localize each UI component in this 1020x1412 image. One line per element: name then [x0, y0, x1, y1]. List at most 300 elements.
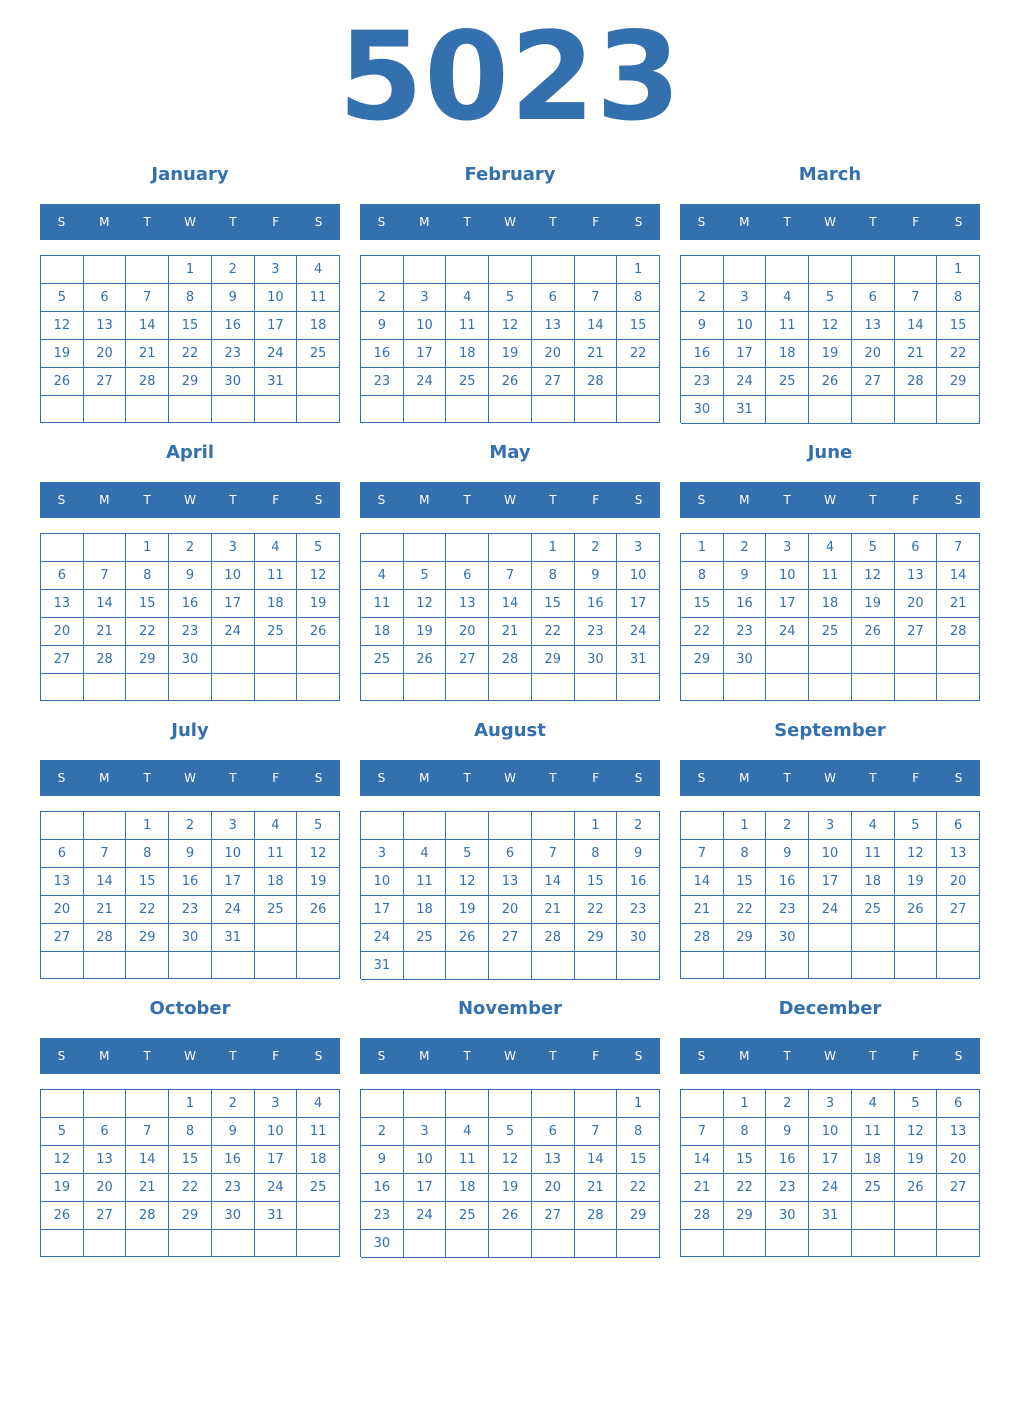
day-cell[interactable]: 28 [489, 646, 532, 674]
day-cell[interactable]: 10 [212, 562, 255, 590]
day-cell[interactable]: 30 [681, 396, 724, 424]
day-cell[interactable]: 4 [852, 812, 895, 840]
day-cell[interactable]: 26 [895, 1174, 938, 1202]
day-cell[interactable]: 21 [937, 590, 980, 618]
day-cell[interactable]: 24 [212, 896, 255, 924]
day-cell[interactable]: 9 [212, 284, 255, 312]
day-cell[interactable]: 10 [617, 562, 660, 590]
day-cell[interactable]: 13 [84, 312, 127, 340]
day-cell[interactable]: 20 [852, 340, 895, 368]
day-cell[interactable]: 27 [41, 924, 84, 952]
day-cell[interactable]: 11 [297, 1118, 340, 1146]
day-cell[interactable]: 19 [41, 1174, 84, 1202]
day-cell[interactable]: 12 [809, 312, 852, 340]
day-cell[interactable]: 27 [41, 646, 84, 674]
day-cell[interactable]: 28 [84, 646, 127, 674]
day-cell[interactable]: 18 [766, 340, 809, 368]
day-cell[interactable]: 25 [297, 1174, 340, 1202]
day-cell[interactable]: 4 [446, 1118, 489, 1146]
day-cell[interactable]: 30 [361, 1230, 404, 1258]
day-cell[interactable]: 14 [575, 312, 618, 340]
day-cell[interactable]: 5 [809, 284, 852, 312]
day-cell[interactable]: 4 [852, 1090, 895, 1118]
day-cell[interactable]: 17 [255, 312, 298, 340]
day-cell[interactable]: 18 [297, 1146, 340, 1174]
day-cell[interactable]: 4 [361, 562, 404, 590]
day-cell[interactable]: 24 [404, 368, 447, 396]
day-cell[interactable]: 13 [937, 840, 980, 868]
day-cell[interactable]: 6 [84, 1118, 127, 1146]
day-cell[interactable]: 10 [404, 312, 447, 340]
day-cell[interactable]: 7 [489, 562, 532, 590]
day-cell[interactable]: 4 [255, 534, 298, 562]
day-cell[interactable]: 16 [724, 590, 767, 618]
day-cell[interactable]: 14 [126, 312, 169, 340]
day-cell[interactable]: 29 [126, 924, 169, 952]
day-cell[interactable]: 1 [724, 1090, 767, 1118]
day-cell[interactable]: 14 [532, 868, 575, 896]
day-cell[interactable]: 7 [84, 840, 127, 868]
day-cell[interactable]: 4 [446, 284, 489, 312]
day-cell[interactable]: 10 [255, 284, 298, 312]
day-cell[interactable]: 2 [724, 534, 767, 562]
day-cell[interactable]: 31 [255, 1202, 298, 1230]
day-cell[interactable]: 22 [937, 340, 980, 368]
day-cell[interactable]: 18 [852, 1146, 895, 1174]
day-cell[interactable]: 9 [212, 1118, 255, 1146]
day-cell[interactable]: 26 [489, 368, 532, 396]
day-cell[interactable]: 5 [852, 534, 895, 562]
day-cell[interactable]: 30 [724, 646, 767, 674]
day-cell[interactable]: 27 [446, 646, 489, 674]
day-cell[interactable]: 2 [169, 534, 212, 562]
day-cell[interactable]: 16 [681, 340, 724, 368]
day-cell[interactable]: 31 [617, 646, 660, 674]
day-cell[interactable]: 30 [575, 646, 618, 674]
day-cell[interactable]: 20 [84, 340, 127, 368]
day-cell[interactable]: 9 [361, 1146, 404, 1174]
day-cell[interactable]: 3 [361, 840, 404, 868]
day-cell[interactable]: 14 [681, 868, 724, 896]
day-cell[interactable]: 24 [809, 1174, 852, 1202]
day-cell[interactable]: 30 [212, 1202, 255, 1230]
day-cell[interactable]: 11 [404, 868, 447, 896]
day-cell[interactable]: 4 [297, 1090, 340, 1118]
day-cell[interactable]: 15 [169, 312, 212, 340]
day-cell[interactable]: 26 [41, 368, 84, 396]
day-cell[interactable]: 26 [446, 924, 489, 952]
day-cell[interactable]: 21 [126, 1174, 169, 1202]
day-cell[interactable]: 1 [681, 534, 724, 562]
day-cell[interactable]: 16 [617, 868, 660, 896]
day-cell[interactable]: 19 [404, 618, 447, 646]
day-cell[interactable]: 27 [489, 924, 532, 952]
day-cell[interactable]: 6 [532, 284, 575, 312]
day-cell[interactable]: 11 [852, 840, 895, 868]
day-cell[interactable]: 28 [126, 368, 169, 396]
day-cell[interactable]: 30 [169, 646, 212, 674]
day-cell[interactable]: 2 [766, 812, 809, 840]
day-cell[interactable]: 28 [937, 618, 980, 646]
day-cell[interactable]: 3 [255, 1090, 298, 1118]
day-cell[interactable]: 19 [809, 340, 852, 368]
day-cell[interactable]: 25 [255, 896, 298, 924]
day-cell[interactable]: 19 [895, 1146, 938, 1174]
day-cell[interactable]: 29 [937, 368, 980, 396]
day-cell[interactable]: 29 [575, 924, 618, 952]
day-cell[interactable]: 10 [404, 1146, 447, 1174]
day-cell[interactable]: 16 [766, 868, 809, 896]
day-cell[interactable]: 22 [681, 618, 724, 646]
day-cell[interactable]: 1 [126, 812, 169, 840]
day-cell[interactable]: 15 [937, 312, 980, 340]
day-cell[interactable]: 20 [489, 896, 532, 924]
day-cell[interactable]: 6 [937, 1090, 980, 1118]
day-cell[interactable]: 6 [41, 840, 84, 868]
day-cell[interactable]: 2 [681, 284, 724, 312]
day-cell[interactable]: 28 [84, 924, 127, 952]
day-cell[interactable]: 27 [84, 368, 127, 396]
day-cell[interactable]: 18 [297, 312, 340, 340]
day-cell[interactable]: 9 [766, 840, 809, 868]
day-cell[interactable]: 3 [809, 812, 852, 840]
day-cell[interactable]: 10 [809, 840, 852, 868]
day-cell[interactable]: 6 [937, 812, 980, 840]
day-cell[interactable]: 8 [575, 840, 618, 868]
day-cell[interactable]: 13 [532, 1146, 575, 1174]
day-cell[interactable]: 4 [255, 812, 298, 840]
day-cell[interactable]: 5 [404, 562, 447, 590]
day-cell[interactable]: 13 [895, 562, 938, 590]
day-cell[interactable]: 30 [617, 924, 660, 952]
day-cell[interactable]: 8 [126, 840, 169, 868]
day-cell[interactable]: 25 [446, 368, 489, 396]
day-cell[interactable]: 7 [575, 284, 618, 312]
day-cell[interactable]: 6 [532, 1118, 575, 1146]
day-cell[interactable]: 7 [126, 1118, 169, 1146]
day-cell[interactable]: 25 [404, 924, 447, 952]
day-cell[interactable]: 2 [212, 256, 255, 284]
day-cell[interactable]: 29 [169, 368, 212, 396]
day-cell[interactable]: 2 [575, 534, 618, 562]
day-cell[interactable]: 21 [489, 618, 532, 646]
day-cell[interactable]: 11 [361, 590, 404, 618]
day-cell[interactable]: 12 [489, 312, 532, 340]
day-cell[interactable]: 19 [895, 868, 938, 896]
day-cell[interactable]: 25 [297, 340, 340, 368]
day-cell[interactable]: 30 [766, 924, 809, 952]
day-cell[interactable]: 25 [852, 1174, 895, 1202]
day-cell[interactable]: 1 [575, 812, 618, 840]
day-cell[interactable]: 21 [681, 896, 724, 924]
day-cell[interactable]: 28 [532, 924, 575, 952]
day-cell[interactable]: 3 [404, 1118, 447, 1146]
day-cell[interactable]: 18 [852, 868, 895, 896]
day-cell[interactable]: 19 [446, 896, 489, 924]
day-cell[interactable]: 17 [212, 868, 255, 896]
day-cell[interactable]: 8 [532, 562, 575, 590]
day-cell[interactable]: 4 [297, 256, 340, 284]
day-cell[interactable]: 11 [809, 562, 852, 590]
day-cell[interactable]: 22 [724, 1174, 767, 1202]
day-cell[interactable]: 4 [404, 840, 447, 868]
day-cell[interactable]: 19 [489, 340, 532, 368]
day-cell[interactable]: 31 [255, 368, 298, 396]
day-cell[interactable]: 23 [575, 618, 618, 646]
day-cell[interactable]: 5 [297, 812, 340, 840]
day-cell[interactable]: 8 [126, 562, 169, 590]
day-cell[interactable]: 23 [766, 1174, 809, 1202]
day-cell[interactable]: 26 [297, 618, 340, 646]
day-cell[interactable]: 1 [169, 256, 212, 284]
day-cell[interactable]: 22 [532, 618, 575, 646]
day-cell[interactable]: 12 [41, 1146, 84, 1174]
day-cell[interactable]: 9 [575, 562, 618, 590]
day-cell[interactable]: 16 [169, 868, 212, 896]
day-cell[interactable]: 11 [255, 840, 298, 868]
day-cell[interactable]: 27 [84, 1202, 127, 1230]
day-cell[interactable]: 29 [169, 1202, 212, 1230]
day-cell[interactable]: 8 [724, 1118, 767, 1146]
day-cell[interactable]: 1 [169, 1090, 212, 1118]
day-cell[interactable]: 14 [489, 590, 532, 618]
day-cell[interactable]: 19 [297, 590, 340, 618]
day-cell[interactable]: 19 [489, 1174, 532, 1202]
day-cell[interactable]: 17 [809, 868, 852, 896]
day-cell[interactable]: 25 [852, 896, 895, 924]
day-cell[interactable]: 18 [361, 618, 404, 646]
day-cell[interactable]: 2 [766, 1090, 809, 1118]
day-cell[interactable]: 21 [681, 1174, 724, 1202]
day-cell[interactable]: 19 [297, 868, 340, 896]
day-cell[interactable]: 19 [41, 340, 84, 368]
day-cell[interactable]: 3 [255, 256, 298, 284]
day-cell[interactable]: 2 [361, 284, 404, 312]
day-cell[interactable]: 23 [212, 340, 255, 368]
day-cell[interactable]: 13 [532, 312, 575, 340]
day-cell[interactable]: 15 [681, 590, 724, 618]
day-cell[interactable]: 2 [169, 812, 212, 840]
day-cell[interactable]: 5 [446, 840, 489, 868]
day-cell[interactable]: 17 [255, 1146, 298, 1174]
day-cell[interactable]: 1 [126, 534, 169, 562]
day-cell[interactable]: 11 [852, 1118, 895, 1146]
day-cell[interactable]: 15 [169, 1146, 212, 1174]
day-cell[interactable]: 16 [361, 340, 404, 368]
day-cell[interactable]: 6 [41, 562, 84, 590]
day-cell[interactable]: 15 [532, 590, 575, 618]
day-cell[interactable]: 12 [404, 590, 447, 618]
day-cell[interactable]: 19 [852, 590, 895, 618]
day-cell[interactable]: 27 [937, 1174, 980, 1202]
day-cell[interactable]: 15 [575, 868, 618, 896]
day-cell[interactable]: 20 [532, 1174, 575, 1202]
day-cell[interactable]: 7 [895, 284, 938, 312]
day-cell[interactable]: 28 [575, 1202, 618, 1230]
day-cell[interactable]: 10 [255, 1118, 298, 1146]
day-cell[interactable]: 24 [255, 1174, 298, 1202]
day-cell[interactable]: 17 [361, 896, 404, 924]
day-cell[interactable]: 30 [212, 368, 255, 396]
day-cell[interactable]: 18 [446, 340, 489, 368]
day-cell[interactable]: 27 [852, 368, 895, 396]
day-cell[interactable]: 8 [169, 284, 212, 312]
day-cell[interactable]: 26 [852, 618, 895, 646]
day-cell[interactable]: 7 [575, 1118, 618, 1146]
day-cell[interactable]: 8 [681, 562, 724, 590]
day-cell[interactable]: 4 [766, 284, 809, 312]
day-cell[interactable]: 18 [809, 590, 852, 618]
day-cell[interactable]: 31 [809, 1202, 852, 1230]
day-cell[interactable]: 14 [681, 1146, 724, 1174]
day-cell[interactable]: 22 [575, 896, 618, 924]
day-cell[interactable]: 9 [766, 1118, 809, 1146]
day-cell[interactable]: 27 [532, 1202, 575, 1230]
day-cell[interactable]: 12 [489, 1146, 532, 1174]
day-cell[interactable]: 20 [895, 590, 938, 618]
day-cell[interactable]: 12 [852, 562, 895, 590]
day-cell[interactable]: 14 [937, 562, 980, 590]
day-cell[interactable]: 16 [212, 312, 255, 340]
day-cell[interactable]: 16 [212, 1146, 255, 1174]
day-cell[interactable]: 28 [895, 368, 938, 396]
day-cell[interactable]: 4 [809, 534, 852, 562]
day-cell[interactable]: 22 [126, 618, 169, 646]
day-cell[interactable]: 13 [41, 868, 84, 896]
day-cell[interactable]: 20 [84, 1174, 127, 1202]
day-cell[interactable]: 21 [84, 618, 127, 646]
day-cell[interactable]: 2 [361, 1118, 404, 1146]
day-cell[interactable]: 1 [724, 812, 767, 840]
day-cell[interactable]: 24 [404, 1202, 447, 1230]
day-cell[interactable]: 31 [361, 952, 404, 980]
day-cell[interactable]: 11 [255, 562, 298, 590]
day-cell[interactable]: 15 [724, 1146, 767, 1174]
day-cell[interactable]: 10 [212, 840, 255, 868]
day-cell[interactable]: 15 [126, 868, 169, 896]
day-cell[interactable]: 25 [766, 368, 809, 396]
day-cell[interactable]: 5 [41, 284, 84, 312]
day-cell[interactable]: 10 [361, 868, 404, 896]
day-cell[interactable]: 17 [724, 340, 767, 368]
day-cell[interactable]: 16 [766, 1146, 809, 1174]
day-cell[interactable]: 14 [575, 1146, 618, 1174]
day-cell[interactable]: 14 [84, 590, 127, 618]
day-cell[interactable]: 1 [617, 1090, 660, 1118]
day-cell[interactable]: 23 [169, 896, 212, 924]
day-cell[interactable]: 20 [937, 1146, 980, 1174]
day-cell[interactable]: 15 [724, 868, 767, 896]
day-cell[interactable]: 24 [809, 896, 852, 924]
day-cell[interactable]: 17 [809, 1146, 852, 1174]
day-cell[interactable]: 25 [361, 646, 404, 674]
day-cell[interactable]: 31 [212, 924, 255, 952]
day-cell[interactable]: 23 [212, 1174, 255, 1202]
day-cell[interactable]: 26 [489, 1202, 532, 1230]
day-cell[interactable]: 17 [617, 590, 660, 618]
day-cell[interactable]: 3 [212, 534, 255, 562]
day-cell[interactable]: 13 [937, 1118, 980, 1146]
day-cell[interactable]: 17 [212, 590, 255, 618]
day-cell[interactable]: 24 [724, 368, 767, 396]
day-cell[interactable]: 22 [126, 896, 169, 924]
day-cell[interactable]: 11 [766, 312, 809, 340]
day-cell[interactable]: 1 [532, 534, 575, 562]
day-cell[interactable]: 23 [766, 896, 809, 924]
day-cell[interactable]: 7 [126, 284, 169, 312]
day-cell[interactable]: 12 [297, 562, 340, 590]
day-cell[interactable]: 29 [724, 1202, 767, 1230]
day-cell[interactable]: 13 [41, 590, 84, 618]
day-cell[interactable]: 20 [41, 896, 84, 924]
day-cell[interactable]: 24 [361, 924, 404, 952]
day-cell[interactable]: 11 [446, 1146, 489, 1174]
day-cell[interactable]: 15 [126, 590, 169, 618]
day-cell[interactable]: 1 [937, 256, 980, 284]
day-cell[interactable]: 17 [766, 590, 809, 618]
day-cell[interactable]: 22 [724, 896, 767, 924]
day-cell[interactable]: 29 [126, 646, 169, 674]
day-cell[interactable]: 5 [895, 1090, 938, 1118]
day-cell[interactable]: 22 [617, 1174, 660, 1202]
day-cell[interactable]: 2 [617, 812, 660, 840]
day-cell[interactable]: 11 [446, 312, 489, 340]
day-cell[interactable]: 23 [361, 368, 404, 396]
day-cell[interactable]: 17 [404, 340, 447, 368]
day-cell[interactable]: 23 [724, 618, 767, 646]
day-cell[interactable]: 17 [404, 1174, 447, 1202]
day-cell[interactable]: 20 [446, 618, 489, 646]
day-cell[interactable]: 1 [617, 256, 660, 284]
day-cell[interactable]: 3 [809, 1090, 852, 1118]
day-cell[interactable]: 12 [41, 312, 84, 340]
day-cell[interactable]: 27 [532, 368, 575, 396]
day-cell[interactable]: 29 [724, 924, 767, 952]
day-cell[interactable]: 29 [532, 646, 575, 674]
day-cell[interactable]: 2 [212, 1090, 255, 1118]
day-cell[interactable]: 10 [766, 562, 809, 590]
day-cell[interactable]: 9 [724, 562, 767, 590]
day-cell[interactable]: 12 [446, 868, 489, 896]
day-cell[interactable]: 21 [895, 340, 938, 368]
day-cell[interactable]: 13 [446, 590, 489, 618]
day-cell[interactable]: 5 [489, 284, 532, 312]
day-cell[interactable]: 7 [681, 840, 724, 868]
day-cell[interactable]: 8 [724, 840, 767, 868]
day-cell[interactable]: 5 [297, 534, 340, 562]
day-cell[interactable]: 6 [84, 284, 127, 312]
day-cell[interactable]: 24 [212, 618, 255, 646]
day-cell[interactable]: 21 [575, 340, 618, 368]
day-cell[interactable]: 28 [126, 1202, 169, 1230]
day-cell[interactable]: 27 [937, 896, 980, 924]
day-cell[interactable]: 5 [489, 1118, 532, 1146]
day-cell[interactable]: 14 [895, 312, 938, 340]
day-cell[interactable]: 28 [575, 368, 618, 396]
day-cell[interactable]: 13 [489, 868, 532, 896]
day-cell[interactable]: 25 [255, 618, 298, 646]
day-cell[interactable]: 22 [617, 340, 660, 368]
day-cell[interactable]: 7 [532, 840, 575, 868]
day-cell[interactable]: 5 [41, 1118, 84, 1146]
day-cell[interactable]: 26 [297, 896, 340, 924]
day-cell[interactable]: 10 [809, 1118, 852, 1146]
day-cell[interactable]: 8 [617, 284, 660, 312]
day-cell[interactable]: 7 [937, 534, 980, 562]
day-cell[interactable]: 13 [852, 312, 895, 340]
day-cell[interactable]: 18 [404, 896, 447, 924]
day-cell[interactable]: 22 [169, 1174, 212, 1202]
